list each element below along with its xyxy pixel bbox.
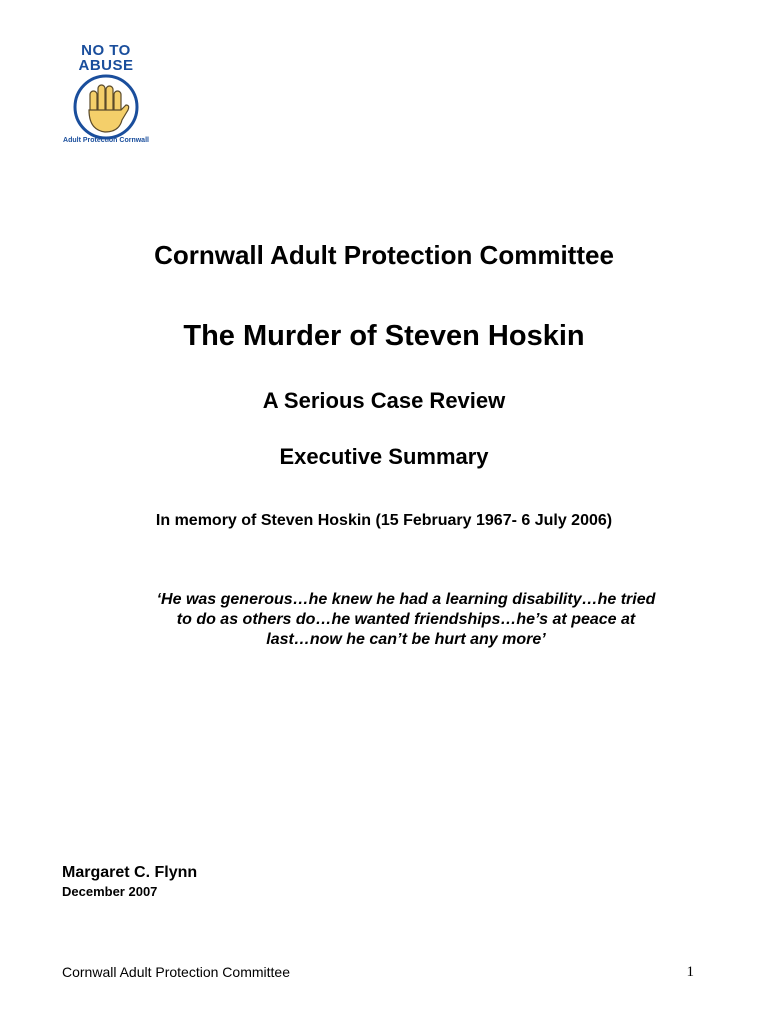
memorial-line: In memory of Steven Hoskin (15 February 1967- 6 July 2006)	[155, 512, 613, 529]
quote-line: last…now he can’t be hurt any more’	[266, 631, 546, 648]
publication-date: December 2007	[62, 884, 158, 899]
logo	[50, 40, 162, 152]
author-name: Margaret C. Flynn	[62, 864, 198, 881]
logo-line-1: NO TO	[81, 42, 131, 59]
quote-line: ‘He was generous…he knew he had a learning disability…he tried	[156, 591, 656, 608]
committee-heading: Cornwall Adult Protection Committee	[154, 240, 614, 270]
logo-line-2: ABUSE	[78, 57, 134, 74]
quote-line: to do as others do…he wanted friendships…he’s at peace at	[176, 611, 636, 628]
document-title: The Murder of Steven Hoskin	[183, 320, 585, 352]
quote	[100, 590, 712, 650]
raised-hand-icon	[71, 74, 141, 144]
section-heading: Executive Summary	[279, 444, 489, 469]
document-subtitle: A Serious Case Review	[262, 388, 506, 413]
page-number: 1	[686, 964, 694, 980]
footer-text: Cornwall Adult Protection Committee	[62, 964, 290, 980]
logo-caption: Adult Protection Cornwall	[63, 137, 149, 144]
